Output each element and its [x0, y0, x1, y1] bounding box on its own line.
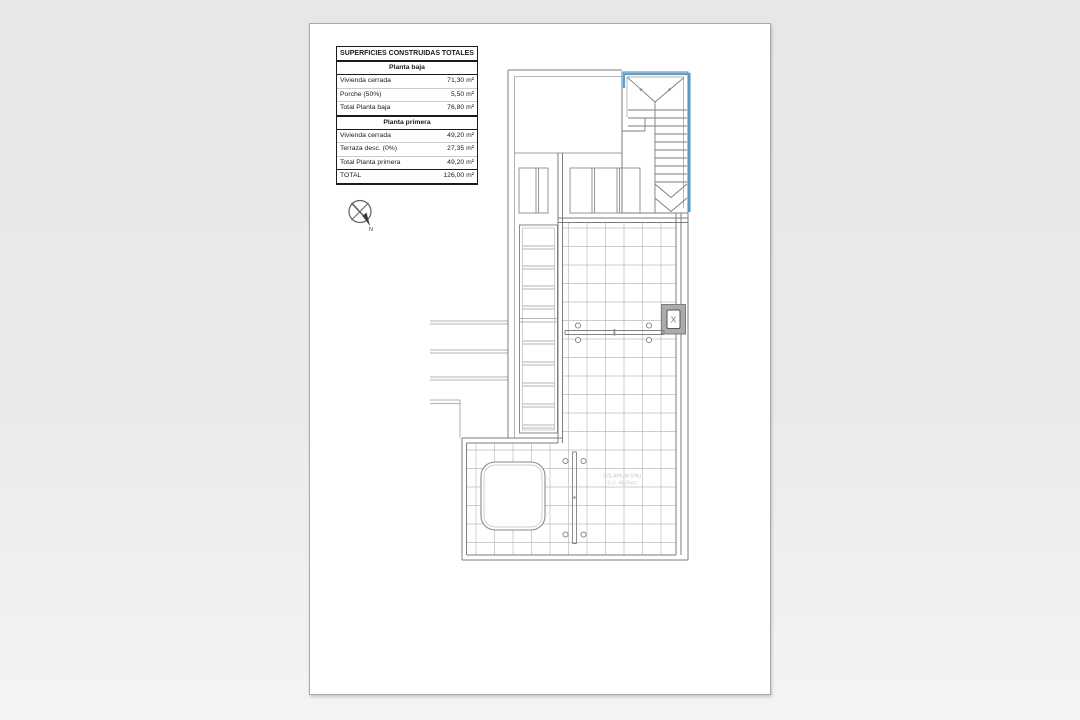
north-compass [349, 201, 373, 234]
row-label: TOTAL [340, 172, 362, 180]
row-label: Terraza desc. (0%) [340, 145, 398, 153]
solarium-label [603, 474, 641, 487]
pergola [520, 225, 558, 433]
row-label: Vivienda cerrada [340, 131, 391, 139]
row-value: 5,50 m² [450, 90, 474, 98]
jacuzzi [481, 462, 545, 530]
chimney-x-marker: X [670, 314, 677, 325]
areas-table-title: SUPERFICIES CONSTRUIDAS TOTALES [337, 47, 477, 61]
glass-balustrade-upper [565, 323, 664, 343]
stair-highlight [624, 74, 690, 212]
row-label: Total Planta baja [340, 104, 391, 112]
solarium-label-line1: SOLARIUM (0%) [602, 473, 642, 480]
row-value: 76,80 m² [447, 104, 474, 112]
chimney [662, 305, 686, 335]
compass-needle [363, 213, 371, 227]
row-value: 49,20 m² [447, 131, 474, 139]
row-label: Porche (50%) [340, 90, 382, 98]
row-label: Total Planta primera [340, 158, 401, 166]
row-value: 71,30 m² [447, 77, 474, 85]
site-boundary-lines [430, 321, 508, 438]
solarium-label-line2: S.U. 46,55m² [607, 480, 637, 487]
compass-north-label: N [369, 227, 373, 233]
glass-screen-lower [563, 452, 586, 544]
row-label: Planta baja [389, 63, 425, 71]
row-label: Planta primera [383, 118, 431, 126]
row-value: 49,20 m² [447, 158, 474, 166]
row-label: Vivienda cerrada [340, 77, 391, 85]
row-value: 126,00 m² [443, 172, 474, 180]
row-value: 27,35 m² [447, 145, 474, 153]
staircase [622, 72, 690, 213]
